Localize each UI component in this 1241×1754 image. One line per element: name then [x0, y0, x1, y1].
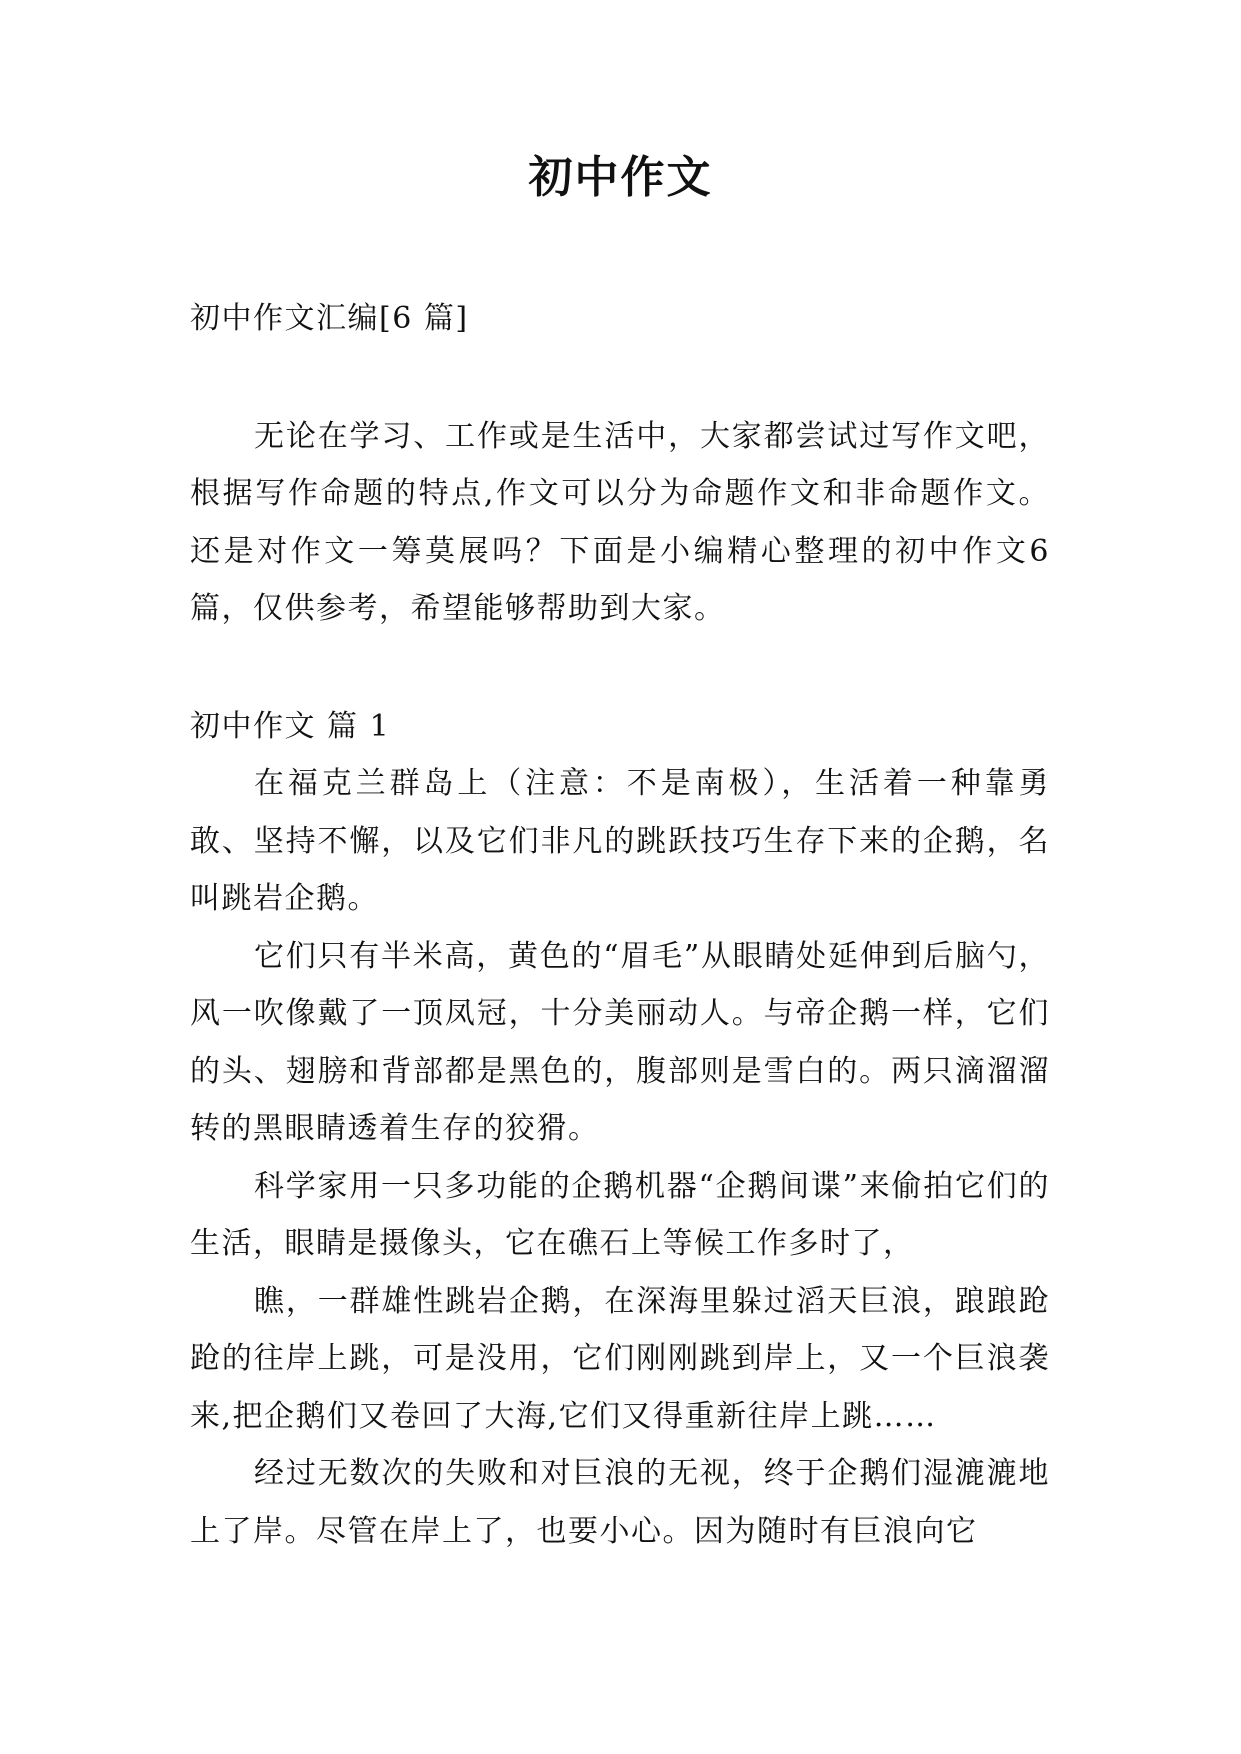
section-heading: 初中作文 篇 1: [190, 708, 391, 744]
body-paragraph: 它们只有半米高，黄色的“眉毛”从眼睛处延伸到后脑勺，风一吹像戴了一顶凤冠，十分美丽动人。与帝企鹅一样，它们的头、翅膀和背部都是黑色的，腹部则是雪白的。两只滴溜溜转的黑眼睛透着生存的狡猾。: [190, 938, 1050, 1146]
document-title: 初中作文: [528, 152, 713, 203]
body-paragraph: 在福克兰群岛上（注意：不是南极），生活着一种靠勇敢、坚持不懈，以及它们非凡的跳跃技巧生存下来的企鹅，名叫跳岩企鹅。: [190, 766, 1050, 916]
collection-heading: 初中作文汇编[6 篇]: [190, 301, 469, 336]
intro-paragraph: 无论在学习、工作或是生活中，大家都尝试过写作文吧，根据写作命题的特点,作文可以分为命题作文和非命题作文。还是对作文一筹莫展吗？下面是小编精心整理的初中作文6篇，仅供参考，希望能够帮助到大家。: [190, 418, 1050, 626]
body-paragraph: 科学家用一只多功能的企鹅机器“企鹅间谍”来偷拍它们的生活，眼睛是摄像头，它在礁石上等候工作多时了，: [190, 1168, 1050, 1261]
body-paragraph: 瞧，一群雄性跳岩企鹅，在深海里躲过滔天巨浪，踉踉跄跄的往岸上跳，可是没用，它们刚刚跳到岸上，又一个巨浪袭来,把企鹅们又卷回了大海,它们又得重新往岸上跳……: [190, 1283, 1050, 1434]
document-body: [190, 290, 1050, 1560]
body-paragraph: 经过无数次的失败和对巨浪的无视，终于企鹅们湿漉漉地上了岸。尽管在岸上了，也要小心。因为随时有巨浪向它: [190, 1456, 1050, 1549]
